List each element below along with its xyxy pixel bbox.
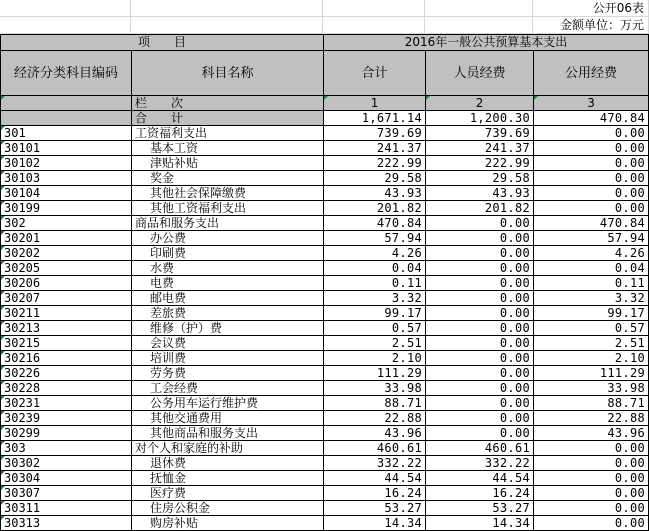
- item-header[interactable]: 项 目: [1, 35, 324, 51]
- row-public[interactable]: 0.00: [534, 486, 649, 501]
- row-personnel[interactable]: 0.00: [426, 231, 534, 246]
- col-header-name[interactable]: 科目名称: [132, 51, 324, 96]
- table-row: [1, 516, 649, 531]
- row-code[interactable]: 30239: [1, 411, 132, 426]
- table-row: [1, 261, 649, 276]
- table-row: [1, 201, 649, 216]
- row-total[interactable]: 57.94: [324, 231, 426, 246]
- table-row: [1, 171, 649, 186]
- row-code[interactable]: 30199: [1, 201, 132, 216]
- table-row: [1, 231, 649, 246]
- row-public[interactable]: 0.00: [534, 456, 649, 471]
- row-name[interactable]: 工资福利支出: [132, 126, 324, 141]
- table-row: [1, 216, 649, 231]
- row-personnel[interactable]: 16.24: [426, 486, 534, 501]
- index-label[interactable]: 栏 次: [132, 96, 324, 111]
- row-personnel[interactable]: 0.00: [426, 426, 534, 441]
- row-code[interactable]: 303: [1, 441, 132, 456]
- row-name[interactable]: 其他交通费用: [132, 411, 324, 426]
- table-row: [1, 336, 649, 351]
- row-total[interactable]: 99.17: [324, 306, 426, 321]
- row-name[interactable]: 电费: [132, 276, 324, 291]
- total-personnel[interactable]: 1,200.30: [426, 111, 534, 126]
- row-public[interactable]: 0.00: [534, 516, 649, 531]
- col-header-public[interactable]: 公用经费: [534, 51, 649, 96]
- row-personnel[interactable]: 0.00: [426, 411, 534, 426]
- row-code[interactable]: 30207: [1, 291, 132, 306]
- table-row: [1, 501, 649, 516]
- table-row: [1, 441, 649, 456]
- row-name[interactable]: 抚恤金: [132, 471, 324, 486]
- row-name[interactable]: 工会经费: [132, 381, 324, 396]
- row-total[interactable]: 470.84: [324, 216, 426, 231]
- row-total[interactable]: 2.10: [324, 351, 426, 366]
- row-code[interactable]: 30228: [1, 381, 132, 396]
- row-personnel[interactable]: 739.69: [426, 126, 534, 141]
- row-public[interactable]: 111.29: [534, 366, 649, 381]
- row-total[interactable]: 53.27: [324, 501, 426, 516]
- row-public[interactable]: 0.57: [534, 321, 649, 336]
- row-total[interactable]: 111.29: [324, 366, 426, 381]
- table-row: [1, 351, 649, 366]
- row-public[interactable]: 0.00: [534, 156, 649, 171]
- row-name[interactable]: 其他社会保障缴费: [132, 186, 324, 201]
- row-code[interactable]: 30202: [1, 246, 132, 261]
- row-code[interactable]: 30311: [1, 501, 132, 516]
- row-public[interactable]: 0.00: [534, 201, 649, 216]
- table-row: [1, 306, 649, 321]
- row-total[interactable]: 43.96: [324, 426, 426, 441]
- row-public[interactable]: 0.00: [534, 126, 649, 141]
- total-row: [1, 111, 649, 126]
- row-personnel[interactable]: 43.93: [426, 186, 534, 201]
- row-personnel[interactable]: 241.37: [426, 141, 534, 156]
- row-code[interactable]: 30103: [1, 171, 132, 186]
- row-personnel[interactable]: 0.00: [426, 336, 534, 351]
- row-personnel[interactable]: 332.22: [426, 456, 534, 471]
- row-public[interactable]: 0.00: [534, 186, 649, 201]
- row-total[interactable]: 43.93: [324, 186, 426, 201]
- row-total[interactable]: 201.82: [324, 201, 426, 216]
- row-personnel[interactable]: 0.00: [426, 381, 534, 396]
- row-total[interactable]: 29.58: [324, 171, 426, 186]
- row-name[interactable]: 其他工资福利支出: [132, 201, 324, 216]
- row-total[interactable]: 241.37: [324, 141, 426, 156]
- row-total[interactable]: 14.34: [324, 516, 426, 531]
- row-total[interactable]: 3.32: [324, 291, 426, 306]
- row-public[interactable]: 3.32: [534, 291, 649, 306]
- table-row: [1, 381, 649, 396]
- row-name[interactable]: 住房公积金: [132, 501, 324, 516]
- table-row: [1, 396, 649, 411]
- row-personnel[interactable]: 0.00: [426, 246, 534, 261]
- row-code[interactable]: 30216: [1, 351, 132, 366]
- table-row: [1, 411, 649, 426]
- row-public[interactable]: 33.98: [534, 381, 649, 396]
- table-row: [1, 366, 649, 381]
- section-title[interactable]: 2016年一般公共预算基本支出: [324, 35, 649, 51]
- row-public[interactable]: 0.00: [534, 471, 649, 486]
- row-total[interactable]: 0.57: [324, 321, 426, 336]
- row-public[interactable]: 0.00: [534, 441, 649, 456]
- row-total[interactable]: 44.54: [324, 471, 426, 486]
- row-name[interactable]: 劳务费: [132, 366, 324, 381]
- row-total[interactable]: 332.22: [324, 456, 426, 471]
- row-name[interactable]: 培训费: [132, 351, 324, 366]
- row-code[interactable]: 301: [1, 126, 132, 141]
- row-public[interactable]: 2.51: [534, 336, 649, 351]
- row-name[interactable]: 邮电费: [132, 291, 324, 306]
- row-public[interactable]: 0.00: [534, 501, 649, 516]
- index-2[interactable]: 2: [426, 96, 534, 111]
- row-code[interactable]: 30102: [1, 156, 132, 171]
- row-total[interactable]: 2.51: [324, 336, 426, 351]
- row-public[interactable]: 22.88: [534, 411, 649, 426]
- row-public[interactable]: 4.26: [534, 246, 649, 261]
- row-code[interactable]: 30313: [1, 516, 132, 531]
- row-personnel[interactable]: 0.00: [426, 321, 534, 336]
- row-personnel[interactable]: 0.00: [426, 261, 534, 276]
- row-personnel[interactable]: 0.00: [426, 306, 534, 321]
- row-public[interactable]: 0.00: [534, 171, 649, 186]
- row-personnel[interactable]: 14.34: [426, 516, 534, 531]
- row-public[interactable]: 470.84: [534, 216, 649, 231]
- table-row: [1, 141, 649, 156]
- row-code[interactable]: 30302: [1, 456, 132, 471]
- column-index-row: [1, 96, 649, 111]
- row-personnel[interactable]: 53.27: [426, 501, 534, 516]
- row-total[interactable]: 88.71: [324, 396, 426, 411]
- row-name[interactable]: 对个人和家庭的补助: [132, 441, 324, 456]
- row-name[interactable]: 印刷费: [132, 246, 324, 261]
- table-row: [1, 471, 649, 486]
- row-name[interactable]: 办公费: [132, 231, 324, 246]
- form-id: 公开06表: [592, 1, 644, 15]
- table-row: [1, 426, 649, 441]
- row-personnel[interactable]: 29.58: [426, 171, 534, 186]
- col-header-personnel[interactable]: 人员经费: [426, 51, 534, 96]
- row-public[interactable]: 57.94: [534, 231, 649, 246]
- table-row: [1, 321, 649, 336]
- row-code[interactable]: 30215: [1, 336, 132, 351]
- row-total[interactable]: 460.61: [324, 441, 426, 456]
- table-row: [1, 186, 649, 201]
- row-name[interactable]: 维修（护）费: [132, 321, 324, 336]
- row-total[interactable]: 222.99: [324, 156, 426, 171]
- row-code[interactable]: 30201: [1, 231, 132, 246]
- row-name[interactable]: 医疗费: [132, 486, 324, 501]
- total-label[interactable]: 合 计: [132, 111, 324, 126]
- row-name[interactable]: 退休费: [132, 456, 324, 471]
- row-code[interactable]: 30307: [1, 486, 132, 501]
- row-total[interactable]: 22.88: [324, 411, 426, 426]
- row-name[interactable]: 其他商品和服务支出: [132, 426, 324, 441]
- table-row: [1, 456, 649, 471]
- table-row: [1, 246, 649, 261]
- row-code[interactable]: 302: [1, 216, 132, 231]
- row-name[interactable]: 奖金: [132, 171, 324, 186]
- row-name[interactable]: 商品和服务支出: [132, 216, 324, 231]
- row-public[interactable]: 0.04: [534, 261, 649, 276]
- row-code[interactable]: 30226: [1, 366, 132, 381]
- row-code[interactable]: 30101: [1, 141, 132, 156]
- table-row: [1, 291, 649, 306]
- row-public[interactable]: 88.71: [534, 396, 649, 411]
- row-code[interactable]: 30304: [1, 471, 132, 486]
- index-1[interactable]: 1: [324, 96, 426, 111]
- row-code[interactable]: 30104: [1, 186, 132, 201]
- row-total[interactable]: 33.98: [324, 381, 426, 396]
- row-personnel[interactable]: 0.00: [426, 366, 534, 381]
- unit-note: 金额单位：万元: [559, 18, 644, 32]
- row-public[interactable]: 0.00: [534, 141, 649, 156]
- row-total[interactable]: 16.24: [324, 486, 426, 501]
- row-name[interactable]: 公务用车运行维护费: [132, 396, 324, 411]
- index-3[interactable]: 3: [534, 96, 649, 111]
- table-row: [1, 276, 649, 291]
- row-code[interactable]: 30213: [1, 321, 132, 336]
- row-code[interactable]: 30231: [1, 396, 132, 411]
- total-sum[interactable]: 1,671.14: [324, 111, 426, 126]
- row-name[interactable]: 购房补贴: [132, 516, 324, 531]
- unit-row: [0, 17, 649, 34]
- row-name[interactable]: 差旅费: [132, 306, 324, 321]
- row-name[interactable]: 津贴补贴: [132, 156, 324, 171]
- header-row-2: [1, 51, 649, 96]
- row-code[interactable]: 30299: [1, 426, 132, 441]
- row-name[interactable]: 会议费: [132, 336, 324, 351]
- row-code[interactable]: 30211: [1, 306, 132, 321]
- table-row: [1, 126, 649, 141]
- row-code[interactable]: 30205: [1, 261, 132, 276]
- row-total[interactable]: 4.26: [324, 246, 426, 261]
- row-personnel[interactable]: 0.00: [426, 291, 534, 306]
- header-row-1: [1, 35, 649, 51]
- total-public[interactable]: 470.84: [534, 111, 649, 126]
- table-row: [1, 156, 649, 171]
- row-personnel[interactable]: 0.00: [426, 351, 534, 366]
- col-header-total[interactable]: 合计: [324, 51, 426, 96]
- row-public[interactable]: 2.10: [534, 351, 649, 366]
- table-row: [1, 486, 649, 501]
- row-public[interactable]: 0.11: [534, 276, 649, 291]
- row-name[interactable]: 基本工资: [132, 141, 324, 156]
- row-name[interactable]: 水费: [132, 261, 324, 276]
- row-personnel[interactable]: 0.00: [426, 216, 534, 231]
- row-total[interactable]: 739.69: [324, 126, 426, 141]
- budget-table: [0, 34, 649, 531]
- row-personnel[interactable]: 0.00: [426, 276, 534, 291]
- row-code[interactable]: 30206: [1, 276, 132, 291]
- row-personnel[interactable]: 0.00: [426, 396, 534, 411]
- row-total[interactable]: 0.04: [324, 261, 426, 276]
- row-personnel[interactable]: 222.99: [426, 156, 534, 171]
- row-public[interactable]: 43.96: [534, 426, 649, 441]
- row-personnel[interactable]: 44.54: [426, 471, 534, 486]
- row-public[interactable]: 99.17: [534, 306, 649, 321]
- row-personnel[interactable]: 201.82: [426, 201, 534, 216]
- row-personnel[interactable]: 460.61: [426, 441, 534, 456]
- form-id-row: [0, 0, 649, 17]
- col-header-code[interactable]: 经济分类科目编码: [1, 51, 132, 96]
- row-total[interactable]: 0.11: [324, 276, 426, 291]
